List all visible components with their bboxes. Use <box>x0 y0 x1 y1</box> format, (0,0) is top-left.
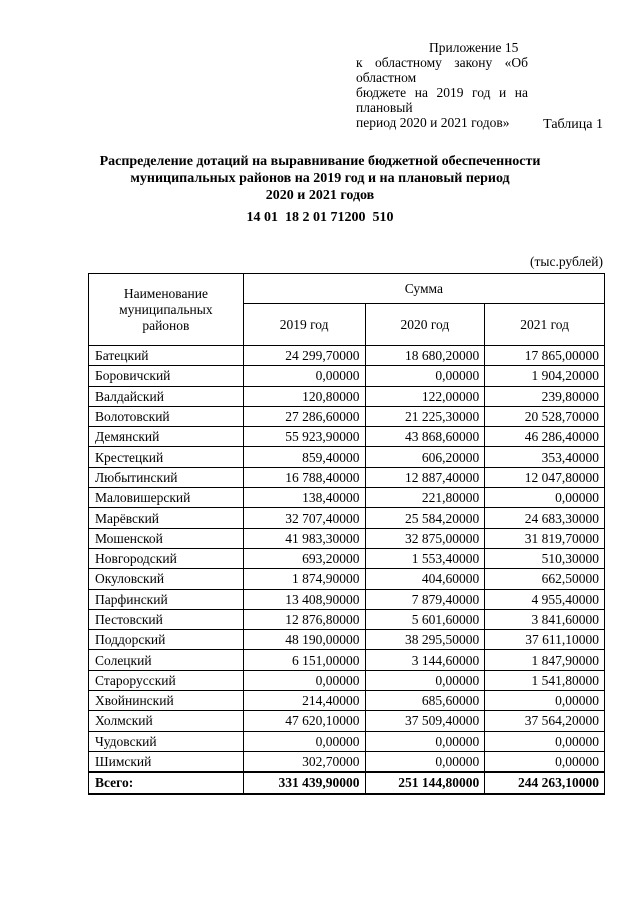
table-row <box>89 447 605 467</box>
header-sum: Сумма <box>243 274 604 304</box>
district-name: Хвойнинский <box>89 691 244 711</box>
total-2021: 244 263,10000 <box>485 772 605 793</box>
value-2021: 37 564,20000 <box>485 711 605 731</box>
value-2020: 122,00000 <box>365 386 485 406</box>
district-name: Батецкий <box>89 346 244 366</box>
table-row <box>89 386 605 406</box>
total-label: Всего: <box>89 772 244 793</box>
total-2020: 251 144,80000 <box>365 772 485 793</box>
value-2019: 859,40000 <box>243 447 365 467</box>
value-2020: 0,00000 <box>365 751 485 772</box>
value-2021: 662,50000 <box>485 569 605 589</box>
table-row <box>89 406 605 426</box>
value-2020: 25 584,20000 <box>365 508 485 528</box>
value-2019: 13 408,90000 <box>243 589 365 609</box>
district-name: Новгородский <box>89 548 244 568</box>
subsidies-table <box>88 273 605 795</box>
value-2020: 32 875,00000 <box>365 528 485 548</box>
district-name: Демянский <box>89 427 244 447</box>
district-name: Маловишерский <box>89 488 244 508</box>
value-2021: 510,30000 <box>485 548 605 568</box>
value-2019: 47 620,10000 <box>243 711 365 731</box>
document-title <box>0 153 640 204</box>
value-2020: 3 144,60000 <box>365 650 485 670</box>
title-line-2: муниципальных районов на 2019 год и на плановый период <box>130 171 510 186</box>
total-2019: 331 439,90000 <box>243 772 365 793</box>
table-row <box>89 630 605 650</box>
value-2019: 214,40000 <box>243 691 365 711</box>
table-row <box>89 609 605 629</box>
value-2020: 1 553,40000 <box>365 548 485 568</box>
annex-budget-line: бюджете на 2019 год и на плановый <box>356 85 528 115</box>
table-row <box>89 589 605 609</box>
table-row <box>89 569 605 589</box>
value-2020: 0,00000 <box>365 670 485 690</box>
header-name-line-2: муниципальных <box>119 301 213 317</box>
table-row <box>89 548 605 568</box>
annex-block <box>356 40 528 130</box>
value-2019: 16 788,40000 <box>243 467 365 487</box>
header-name <box>89 274 244 346</box>
district-name: Шимский <box>89 751 244 772</box>
header-year-2021: 2021 год <box>485 304 605 346</box>
value-2021: 1 541,80000 <box>485 670 605 690</box>
table-row <box>89 467 605 487</box>
table-row <box>89 691 605 711</box>
value-2021: 0,00000 <box>485 691 605 711</box>
value-2021: 24 683,30000 <box>485 508 605 528</box>
value-2020: 18 680,20000 <box>365 346 485 366</box>
value-2021: 1 847,90000 <box>485 650 605 670</box>
header-year-2020: 2020 год <box>365 304 485 346</box>
table-row <box>89 427 605 447</box>
annex-period-line: период 2020 и 2021 годов» <box>356 115 510 130</box>
table-body <box>89 346 605 794</box>
district-name: Окуловский <box>89 569 244 589</box>
district-name: Солецкий <box>89 650 244 670</box>
value-2020: 21 225,30000 <box>365 406 485 426</box>
value-2019: 138,40000 <box>243 488 365 508</box>
table-row <box>89 711 605 731</box>
value-2021: 46 286,40000 <box>485 427 605 447</box>
header-name-line-1: Наименование <box>123 285 208 301</box>
value-2021: 353,40000 <box>485 447 605 467</box>
district-name: Валдайский <box>89 386 244 406</box>
value-2020: 5 601,60000 <box>365 609 485 629</box>
value-2021: 4 955,40000 <box>485 589 605 609</box>
table-row <box>89 731 605 751</box>
value-2021: 37 611,10000 <box>485 630 605 650</box>
value-2019: 0,00000 <box>243 731 365 751</box>
table-row <box>89 346 605 366</box>
value-2021: 0,00000 <box>485 731 605 751</box>
value-2019: 41 983,30000 <box>243 528 365 548</box>
value-2019: 24 299,70000 <box>243 346 365 366</box>
value-2020: 37 509,40000 <box>365 711 485 731</box>
value-2019: 302,70000 <box>243 751 365 772</box>
table-row <box>89 366 605 386</box>
value-2020: 0,00000 <box>365 366 485 386</box>
district-name: Холмский <box>89 711 244 731</box>
table-row <box>89 670 605 690</box>
district-name: Марёвский <box>89 508 244 528</box>
table-row <box>89 508 605 528</box>
total-row <box>89 772 605 793</box>
value-2019: 55 923,90000 <box>243 427 365 447</box>
value-2020: 685,60000 <box>365 691 485 711</box>
district-name: Пестовский <box>89 609 244 629</box>
value-2020: 38 295,50000 <box>365 630 485 650</box>
value-2020: 404,60000 <box>365 569 485 589</box>
value-2019: 12 876,80000 <box>243 609 365 629</box>
value-2019: 1 874,90000 <box>243 569 365 589</box>
table-row <box>89 751 605 772</box>
value-2019: 120,80000 <box>243 386 365 406</box>
district-name: Поддорский <box>89 630 244 650</box>
value-2019: 0,00000 <box>243 366 365 386</box>
value-2020: 43 868,60000 <box>365 427 485 447</box>
district-name: Чудовский <box>89 731 244 751</box>
unit-label: (тыс.рублей) <box>530 254 603 269</box>
value-2019: 693,20000 <box>243 548 365 568</box>
value-2019: 6 151,00000 <box>243 650 365 670</box>
annex-law-line: к областному закону «Об областном <box>356 55 528 85</box>
district-name: Мошенской <box>89 528 244 548</box>
value-2021: 0,00000 <box>485 488 605 508</box>
table-number: Таблица 1 <box>543 117 603 132</box>
value-2019: 27 286,60000 <box>243 406 365 426</box>
value-2021: 3 841,60000 <box>485 609 605 629</box>
value-2020: 7 879,40000 <box>365 589 485 609</box>
budget-code: 14 01 18 2 01 71200 510 <box>246 210 394 225</box>
header-year-2019: 2019 год <box>243 304 365 346</box>
value-2019: 48 190,00000 <box>243 630 365 650</box>
value-2020: 12 887,40000 <box>365 467 485 487</box>
district-name: Любытинский <box>89 467 244 487</box>
value-2021: 17 865,00000 <box>485 346 605 366</box>
value-2020: 221,80000 <box>365 488 485 508</box>
value-2020: 606,20000 <box>365 447 485 467</box>
header-name-line-3: районов <box>142 317 190 333</box>
value-2021: 31 819,70000 <box>485 528 605 548</box>
value-2021: 0,00000 <box>485 751 605 772</box>
value-2019: 0,00000 <box>243 670 365 690</box>
annex-number: Приложение 15 <box>429 40 519 55</box>
value-2021: 20 528,70000 <box>485 406 605 426</box>
value-2019: 32 707,40000 <box>243 508 365 528</box>
value-2021: 239,80000 <box>485 386 605 406</box>
value-2020: 0,00000 <box>365 731 485 751</box>
district-name: Парфинский <box>89 589 244 609</box>
table-row <box>89 650 605 670</box>
district-name: Волотовский <box>89 406 244 426</box>
title-line-1: Распределение дотаций на выравнивание бюджетной обеспеченности <box>99 154 541 169</box>
title-line-3: 2020 и 2021 годов <box>265 188 375 203</box>
table-row <box>89 528 605 548</box>
table-row <box>89 488 605 508</box>
district-name: Боровичский <box>89 366 244 386</box>
value-2021: 1 904,20000 <box>485 366 605 386</box>
value-2021: 12 047,80000 <box>485 467 605 487</box>
district-name: Старорусский <box>89 670 244 690</box>
district-name: Крестецкий <box>89 447 244 467</box>
